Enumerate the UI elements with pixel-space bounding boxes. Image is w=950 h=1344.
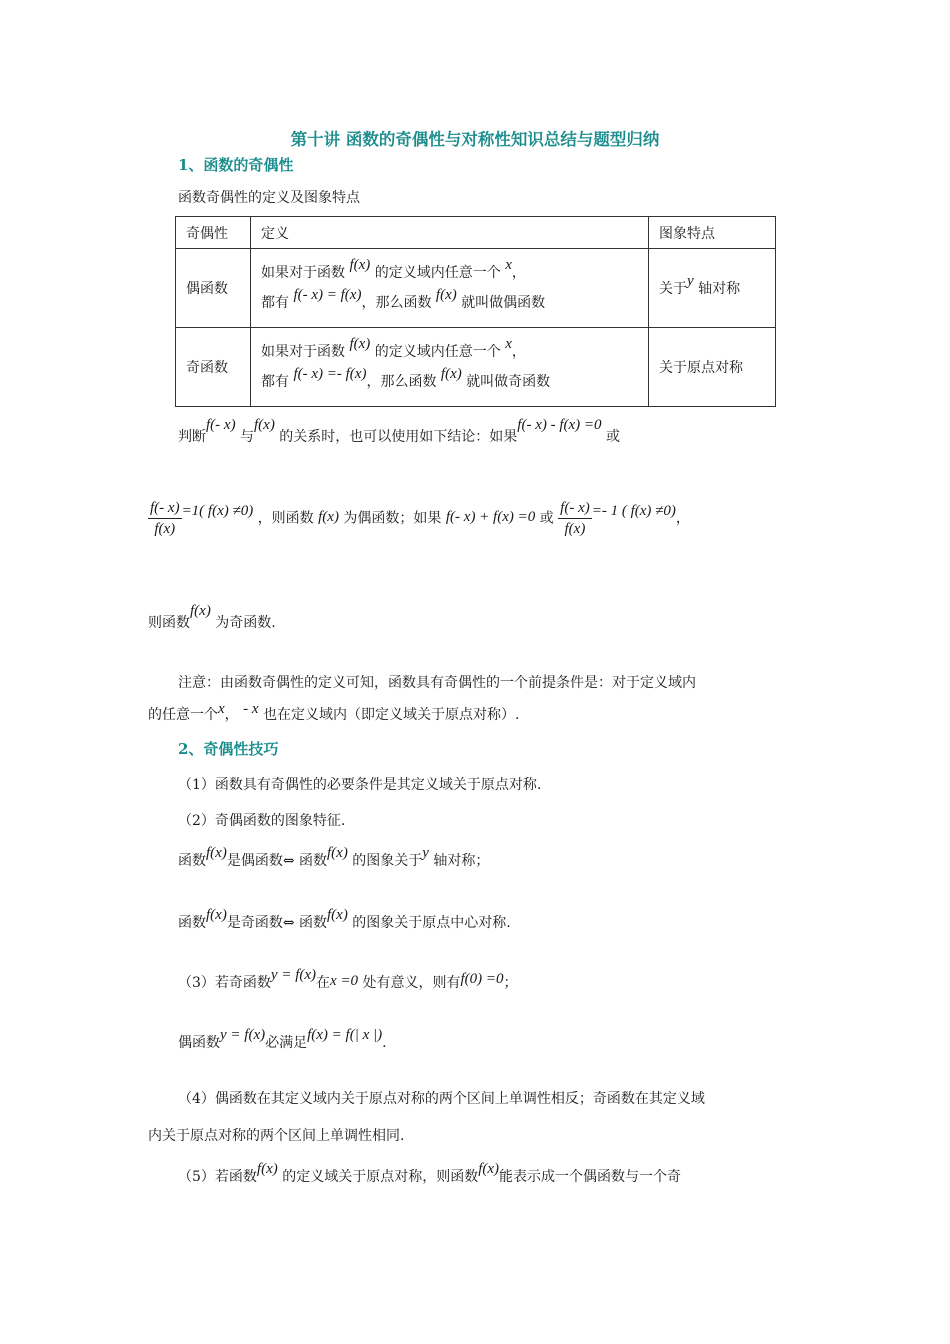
- parity-definition-table: [175, 216, 776, 407]
- text: 的定义域关于原点对称，则函数: [282, 1169, 479, 1185]
- formula-x: x: [505, 336, 512, 352]
- iff-symbol: ⇔: [282, 915, 295, 931]
- text: 都有: [261, 374, 289, 390]
- formula-y: y: [422, 845, 429, 861]
- table-row-odd: [176, 328, 776, 407]
- even-graph-feature: [649, 249, 776, 328]
- formula-neg-x: - x: [243, 701, 259, 717]
- header-parity: 奇偶性: [176, 217, 251, 249]
- text: 轴对称；: [433, 853, 490, 869]
- formula-fx: f(x): [327, 845, 348, 861]
- formula-fx: f(x): [256, 1161, 278, 1177]
- iff-symbol: ⇔: [282, 853, 295, 869]
- section-heading-tips: 2、奇偶性技巧: [178, 740, 279, 758]
- text: 就叫做偶函数: [461, 295, 546, 311]
- text: 为偶函数；如果: [343, 510, 442, 527]
- text: 判断: [178, 429, 206, 445]
- formula-y: y: [687, 273, 694, 289]
- text: ；: [503, 975, 518, 991]
- formula-x: x: [505, 257, 512, 273]
- text: 的图象关于: [352, 853, 423, 869]
- formula-f-neg-x: f(- x): [206, 417, 236, 433]
- tip-4-line-2: 内关于原点对称的两个区间上单调性相同.: [148, 1128, 405, 1144]
- formula-x-eq-0: x =0: [330, 973, 359, 989]
- text: 的图象关于原点中心对称.: [352, 915, 511, 931]
- odd-function-definition: [251, 328, 649, 407]
- page-title: 第十讲 函数的奇偶性与对称性知识总结与题型归纳: [290, 130, 660, 149]
- formula-fx: f(x): [478, 1161, 500, 1177]
- text: 则函数: [148, 615, 190, 631]
- fraction-ratio-odd: [558, 498, 592, 539]
- even-function-definition: [251, 249, 649, 328]
- text: 函数: [299, 915, 328, 931]
- text: 都有: [261, 295, 289, 311]
- table-caption: 函数奇偶性的定义及图象特点: [178, 190, 360, 206]
- formula-sum-zero: f(- x) + f(x) =0: [445, 508, 536, 525]
- text: 函数: [178, 853, 206, 869]
- odd-graph-feature: 关于原点对称: [649, 328, 776, 407]
- text: 偶函数: [178, 1035, 220, 1051]
- formula-ratio-one: =1( f(x) ≠0): [181, 502, 254, 519]
- fraction-denominator: f(x): [564, 521, 586, 537]
- text: ，那么函数: [366, 374, 437, 390]
- fraction-denominator: f(x): [154, 521, 176, 537]
- note-line-1: 注意：由函数奇偶性的定义可知，函数具有奇偶性的一个前提条件是：对于定义域内: [178, 675, 696, 691]
- text: 如果对于函数: [261, 265, 345, 281]
- formula-fx: f(x): [349, 257, 371, 273]
- header-graph-feature: 图象特点: [649, 217, 776, 249]
- formula-fx: f(x): [318, 508, 339, 525]
- formula-fx: f(x): [190, 603, 211, 619]
- text: 必满足: [265, 1035, 308, 1051]
- tip-3-even: [178, 1027, 387, 1052]
- section-heading-parity: 1、函数的奇偶性: [178, 156, 294, 174]
- text: ，: [224, 707, 239, 723]
- text: 是奇函数: [226, 915, 283, 931]
- text: ，: [675, 510, 690, 527]
- formula-y-eq-fx: y = f(x): [220, 1027, 266, 1043]
- tip-2: （2）奇偶函数的图象特征.: [178, 813, 346, 829]
- fraction-numerator: f(- x): [148, 498, 182, 519]
- text: ，: [511, 344, 526, 360]
- formula-fx: f(x): [254, 417, 275, 433]
- formula-x: x: [218, 701, 225, 717]
- text: ，那么函数: [361, 295, 432, 311]
- formula-y-eq-fx: y = f(x): [270, 967, 317, 983]
- text: ，则函数: [257, 510, 314, 527]
- tip-4-line-1: （4）偶函数在其定义域内关于原点对称的两个区间上单调性相反；奇函数在其定义域: [178, 1091, 705, 1107]
- text: 函数: [299, 853, 328, 869]
- formula-odd-condition: f(- x) =- f(x): [293, 366, 367, 382]
- formula-even-condition: f(- x) = f(x): [293, 287, 362, 303]
- text: 也在定义域内（即定义域关于原点对称）.: [262, 707, 520, 723]
- text: 的定义域内任意一个: [374, 344, 501, 360]
- text: 关于: [659, 281, 687, 297]
- text: 在: [316, 975, 331, 991]
- formula-fx: f(x): [349, 336, 371, 352]
- text: .: [382, 1035, 387, 1051]
- text: 能表示成一个偶函数与一个奇: [499, 1169, 682, 1185]
- tip-2-even: [178, 845, 490, 870]
- ratio-condition-line: [148, 498, 690, 539]
- text: 与: [240, 429, 255, 445]
- text: （3）若奇函数: [178, 975, 271, 991]
- text: 处有意义，则有: [362, 975, 461, 991]
- formula-fx-eq-f-abs-x: f(x) = f(| x |): [307, 1027, 383, 1043]
- text: 的关系时，也可以使用如下结论：如果: [279, 429, 518, 445]
- judgement-paragraph: [178, 417, 620, 446]
- table-row-even: [176, 249, 776, 328]
- even-function-label: 偶函数: [176, 249, 251, 328]
- tip-2-odd: [178, 907, 511, 932]
- formula-fx: f(x): [435, 287, 457, 303]
- formula-difference-zero: f(- x) - f(x) =0: [517, 417, 602, 433]
- fraction-ratio-even: [148, 498, 182, 539]
- fraction-numerator: f(- x): [558, 498, 592, 519]
- tip-5: [178, 1161, 682, 1186]
- formula-f0-eq-0: f(0) =0: [460, 971, 504, 987]
- formula-fx: f(x): [440, 366, 462, 382]
- note-line-2: [148, 701, 520, 724]
- tip-3: [178, 967, 518, 992]
- tip-1: （1）函数具有奇偶性的必要条件是其定义域关于原点对称.: [178, 777, 542, 793]
- formula-ratio-neg-one: =- 1 ( f(x) ≠0): [591, 502, 676, 519]
- text: （5）若函数: [178, 1169, 257, 1185]
- text: 函数: [178, 915, 206, 931]
- text: 就叫做奇函数: [466, 374, 551, 390]
- odd-conclusion: [148, 603, 276, 632]
- formula-fx: f(x): [206, 845, 227, 861]
- text: 的任意一个: [148, 707, 218, 723]
- text: ，: [511, 265, 526, 281]
- header-definition: 定义: [251, 217, 649, 249]
- text: 轴对称: [698, 281, 741, 297]
- table-header-row: [176, 217, 776, 249]
- text: 的定义域内任意一个: [374, 265, 501, 281]
- text: 如果对于函数: [261, 344, 345, 360]
- text: 或: [539, 510, 554, 527]
- text: 是偶函数: [226, 853, 283, 869]
- odd-function-label: 奇函数: [176, 328, 251, 407]
- text: 为奇函数.: [215, 615, 276, 631]
- text: 或: [606, 429, 620, 445]
- formula-fx: f(x): [327, 907, 348, 923]
- formula-fx: f(x): [206, 907, 227, 923]
